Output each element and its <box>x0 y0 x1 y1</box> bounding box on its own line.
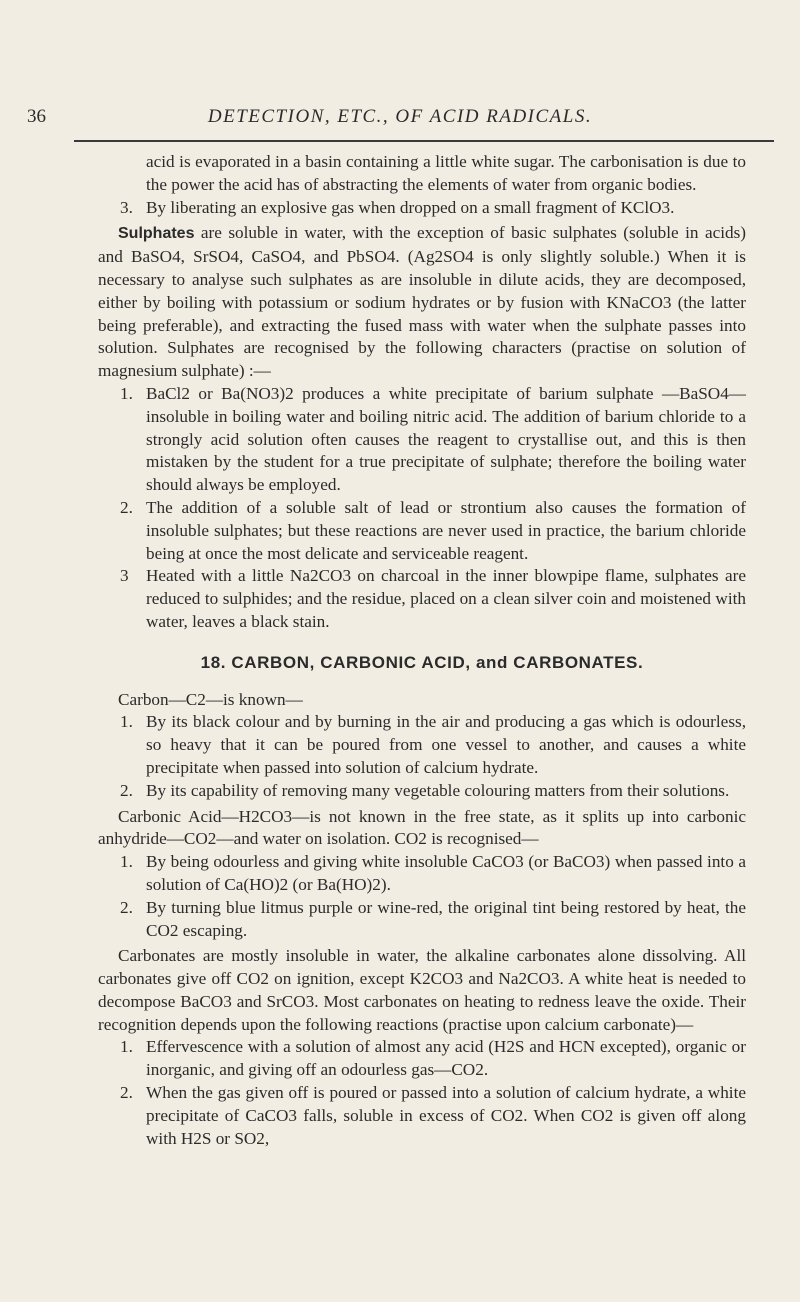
page-body <box>98 151 746 1150</box>
item-text: By liberating an explosive gas when dropped on a small fragment of KClO3. <box>146 197 675 217</box>
item-number: 2. <box>120 497 133 517</box>
running-head <box>0 106 800 130</box>
item-number: 2. <box>120 897 133 917</box>
item-number: 3 <box>120 566 129 586</box>
item-number: 2. <box>120 780 133 800</box>
item-text: BaCl2 or Ba(NO3)2 produces a white precipitate of barium sulphate —BaSO4—insoluble in boiling water and boiling nitric acid. The addition of barium chloride to a strongly acid solution often causes the reagent to crystallise out, and this is then mistaken by the student for a true precipitate of sulphate; therefore the boiling water should always be employed. <box>146 383 746 495</box>
page-number: 36 <box>27 106 46 127</box>
item-text: By its black colour and by burning in the air and producing a gas which is odourless, so heavy that it can be poured from one vessel to another, and causes a white precipitate when passed into solution of calcium hydrate. <box>146 712 746 777</box>
item-text: By its capability of removing many vegetable colouring matters from their solutions. <box>146 780 730 800</box>
item-text: When the gas given off is poured or passed into a solution of calcium hydrate, a white precipitate of CaCO3 falls, soluble in excess of CO2. When CO2 is given off along with H2S or SO2, <box>146 1083 746 1148</box>
item-text: Effervescence with a solution of almost any acid (H2S and HCN excepted), organic or inorganic, and giving off an odourless gas—CO2. <box>146 1037 746 1080</box>
list-item <box>98 497 746 565</box>
list-item <box>98 1036 746 1082</box>
item-text: By being odourless and giving white insoluble CaCO3 (or BaCO3) when passed into a solution of Ca(HO)2 (or Ba(HO)2). <box>146 852 746 894</box>
item-text: By turning blue litmus purple or wine-red, the original tint being restored by heat, the CO2 escaping. <box>146 897 746 940</box>
list-item <box>98 565 746 633</box>
list-item <box>98 197 746 220</box>
item-text: The addition of a soluble salt of lead or strontium also causes the formation of insoluble sulphates; but these reactions are never used in practice, the barium chloride being at once the most delicate and serviceable reagent. <box>146 497 746 563</box>
carbonates-paragraph: Carbonates are mostly insoluble in water, the alkaline carbonates alone dissolving. All carbonates give off CO2 on ignition, except K2CO3 and Na2CO3. A white heat is needed to decompose BaCO3 and SrCO3. Most carbonates on heating to redness leave the oxide. Their recognition depends upon the following reactions (practise upon calcium carbonate)— <box>98 946 746 1034</box>
list-item <box>98 851 746 897</box>
item-number: 1. <box>120 712 133 732</box>
section-heading: 18. CARBON, CARBONIC ACID, and CARBONATES. <box>200 652 644 672</box>
sulphates-paragraph <box>98 222 746 383</box>
carbon-lead: Carbon—C2—is known— <box>118 689 303 709</box>
paragraph-continuation: acid is evaporated in a basin containing a little white sugar. The carbonisation is due to the power the acid has of abstracting the elements of water from organic bodies. <box>146 152 746 194</box>
header-rule <box>74 140 774 142</box>
list-item <box>98 897 746 943</box>
running-title: DETECTION, ETC., OF ACID RADICALS. <box>207 106 593 127</box>
item-number: 3. <box>120 197 133 217</box>
item-text: Heated with a little Na2CO3 on charcoal in the inner blowpipe flame, sulphates are reduced to sulphides; and the residue, placed on a clean silver coin and moistened with water, leaves a black stain. <box>146 566 746 631</box>
list-item <box>98 1082 746 1150</box>
item-number: 2. <box>120 1083 133 1103</box>
list-item <box>98 711 746 779</box>
carbonic-acid-paragraph: Carbonic Acid—H2CO3—is not known in the free state, as it splits up into carbonic anhydride—CO2—and water on isolation. CO2 is recognised— <box>98 806 746 849</box>
item-number: 1. <box>120 852 133 872</box>
item-number: 1. <box>120 1037 133 1057</box>
list-item <box>98 383 746 497</box>
list-item <box>98 780 746 803</box>
sulphates-text: are soluble in water, with the exception of basic sulphates (soluble in acids) and BaSO4, SrSO4, CaSO4, and PbSO4. (Ag2SO4 is only slightly soluble.) When it is necessary to analyse such sulphates as are insoluble in dilute acids, they are decomposed, either by boiling with potassium or sodium hydrates or by fusion with KNaCO3 (the latter being preferable), and extracting the fused mass with water when the sulphate passes into solution. Sulphates are recognised by the following characters (practise on solution of magnesium sulphate) :— <box>98 223 746 381</box>
item-number: 1. <box>120 383 133 403</box>
term-sulphates: Sulphates <box>118 225 195 243</box>
